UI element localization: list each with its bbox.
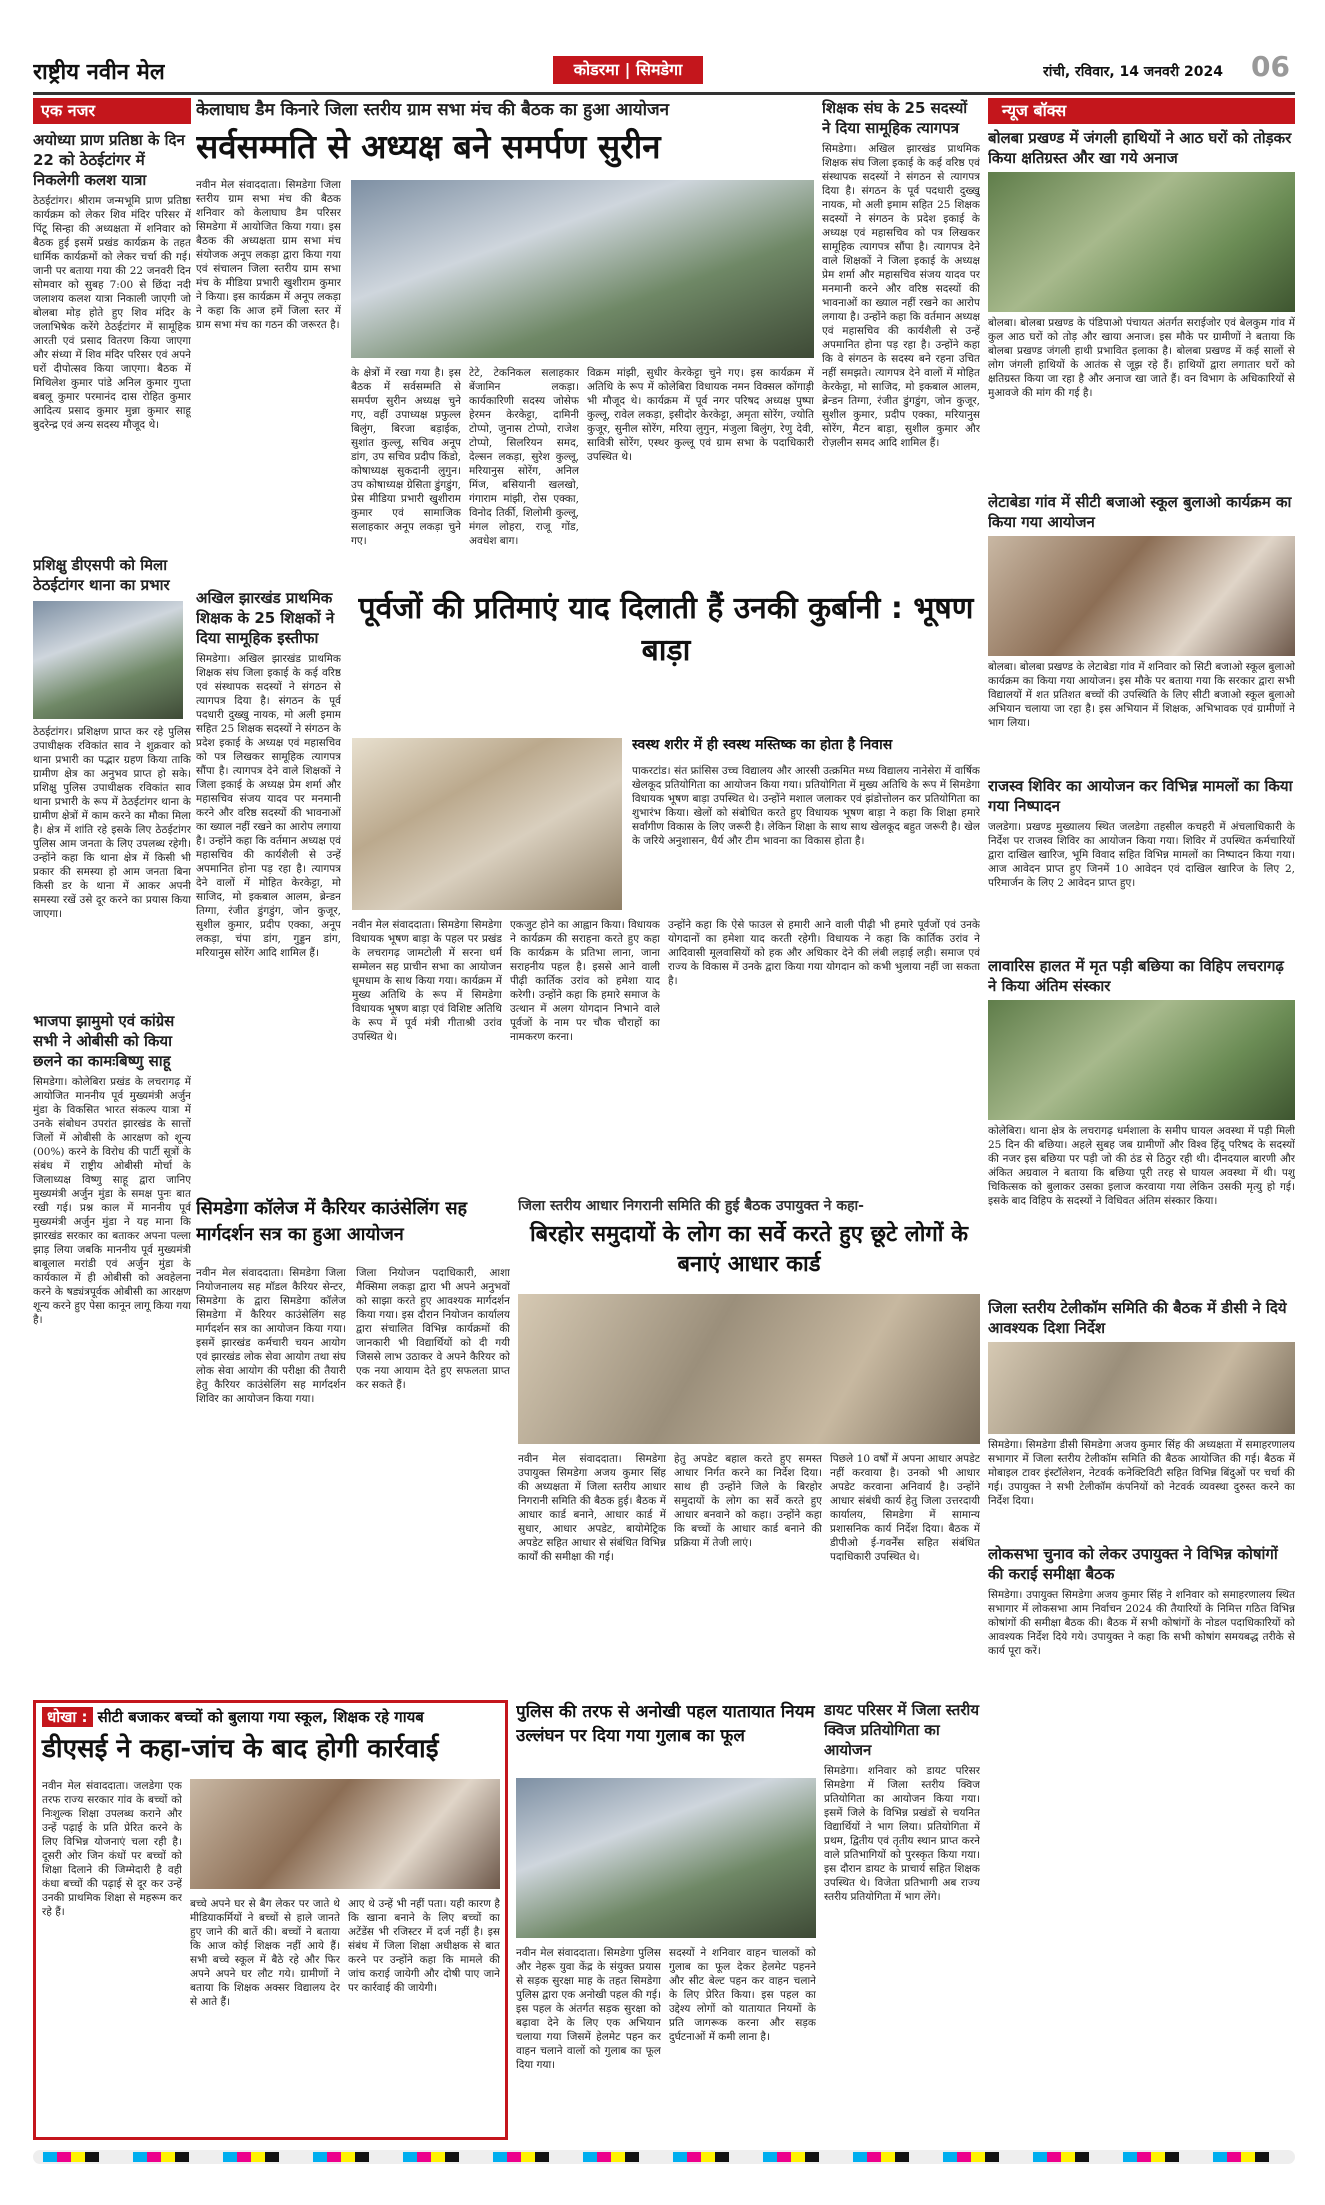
nb-item2-body: बोलबा। बोलबा प्रखण्ड के लेटाबेडा गांव में शनिवार को सिटी बजाओ स्कूल बुलाओ कार्यक्रम का किया गया आयोजन। इस मौके पर बताया गया कि सरकार द्वारा सभी विद्यालयों में शत प्रतिशत बच्चों की उपस्थिति के लिए सीटी बजाओ स्कूल बुलाओ अभियान चलाया जा रहा है। इस अभियान में शिक्षक, अभिभावक एवं ग्रामीणों ने भाग लिया। (988, 661, 1295, 729)
ancestors-col1: नवीन मेल संवाददाता। सिमडेगा सिमडेगा विधायक भूषण बाड़ा के पहल पर प्रखंड के लचरागढ़ जामटोली में सरना धर्म सम्मेलन सह प्राचीन सभा का आयोजन धूमधाम के साथ किया गया। कार्यक्रम में मुख्य अतिथि के रूप में सिमडेगा विधायक भूषण बाड़ा एवं विशिष्ट अतिथि के रूप में पूर्व मंत्री गीताश्री उरांव उपस्थित थे। (352, 919, 502, 1043)
traffic-col2: सदस्यों ने शनिवार वाहन चालकों को गुलाब का फूल देकर हेलमेट पहनने और सीट बेल्ट पहन कर वाहन चलाने के लिए प्रेरित किया। इस पहल का उद्देश्य लोगों को यातायात नियमों के प्रति जागरूक करना और सड़क दुर्घटनाओं में कमी लाना है। (669, 1947, 816, 2043)
traffic-col1: नवीन मेल संवाददाता। सिमडेगा पुलिस और नेहरू युवा केंद्र के संयुक्त प्रयास से सड़क सुरक्षा माह के तहत सिमडेगा पुलिस द्वारा एक अनोखी पहल की गई। इस पहल के अंतर्गत सड़क सुरक्षा को बढ़ावा देने के लिए एक अभियान चलाया गया जिसमें हेलमेट पहन कर वाहन चलाने वालों को गुलाब का फूल दिया गया। (516, 1947, 661, 2071)
left2-body: सिमडेगा। अखिल झारखंड प्राथमिक शिक्षक संघ जिला इकाई के कई वरिष्ठ एवं संस्थापक सदस्यों ने संगठन से त्यागपत्र दिया है। संगठन के पूर्व पदधारी दुख्खु नायक, मो अली इमाम सहित 25 शिक्षक सदस्यों ने संगठन के प्रदेश इकाई के अध्यक्ष एवं महासचिव को पत्र लिखकर सामूहिक त्यागपत्र सौंपा है। त्यागपत्र देने वाले शिक्षकों ने जिला इकाई के अध्यक्ष प्रेम शर्मा और महासचिव संजय यादव पर मनमानी करने और वरिष्ठ सदस्यों की भावनाओं का ख्याल नहीं रखने का आरोप लगाया है। उन्होंने कहा कि वर्तमान अध्यक्ष एवं महासचिव की कार्यशैली से उन्हें अपमानित होना पड़ रहा है। त्यागपत्र देने वालों में मोहित केरकेट्टा, मो साजिद, मो इकबाल आलम, ब्रेन्डन तिग्गा, रंजीत डुंगडुंग, जोन कुजूर, सुशील कुमार, प्रदीप एक्का, अनूप लकड़ा, चंपा डांग, गुड्डन डांग, मरियानुस सोरेंग आदि शामिल हैं। (196, 653, 341, 959)
aadhaar-col3: पिछले 10 वर्षों में अपना आधार अपडेट नहीं करवाया है। उनको भी आधार अपडेट करवाना अनिवार्य है। उन्होंने आधार संबंधी कार्य हेतु जिला उत्तरदायी कार्यालय, सिमडेगा में सामान्य प्रशासनिक कार्य निर्देश दिया। बैठक में डीपीओ ई-गवर्नेंस सहित संबंधित पदाधिकारी उपस्थित थे। (830, 1453, 980, 1563)
teachers-body: सिमडेगा। अखिल झारखंड प्राथमिक शिक्षक संघ जिला इकाई के कई वरिष्ठ एवं संस्थापक सदस्यों ने संगठन से त्यागपत्र दिया है। संगठन के पूर्व पदधारी दुख्खु नायक, मो अली इमाम सहित 25 शिक्षक सदस्यों ने संगठन के प्रदेश इकाई के अध्यक्ष एवं महासचिव को पत्र लिखकर सामूहिक त्यागपत्र सौंपा है। त्यागपत्र देने वाले शिक्षकों ने जिला इकाई के अध्यक्ष प्रेम शर्मा और महासचिव संजय यादव पर मनमानी करने और वरिष्ठ सदस्यों की भावनाओं का ख्याल नहीं रखने का आरोप लगाया है। उन्होंने कहा कि वर्तमान अध्यक्ष एवं महासचिव की कार्यशैली से उन्हें अपमानित होना पड़ रहा है। उन्होंने कहा कि वे संगठन के सदस्य बने रहना उचित नहीं समझते। त्यागपत्र देने वालों में मोहित केरकेट्टा, मो साजिद, मो इकबाल आलम, ब्रेन्डन तिग्गा, रंजीत डुंगडुंग, जोन कुजूर, सुशील कुमार, प्रदीप एक्का, मरियानुस सोरेंग, मैटन बाड़ा, सुशील कुमार और रोज़लीन समद आदि शामिल हैं। (822, 143, 980, 449)
dateline: रांची, रविवार, 14 जनवरी 2024 (1043, 64, 1224, 80)
lead-col1: नवीन मेल संवाददाता। सिमडेगा जिला स्तरीय ग्राम सभा मंच की बैठक शनिवार को केलाघाघ डैम परिसर सिमडेगा में आयोजित किया गया। इस बैठक की अध्यक्षता ग्राम सभा मंच संयोजक अनूप लकड़ा द्वारा किया गया एवं संचालन जिला स्तरीय ग्राम सभा मंच के मीडिया प्रभारी खुशीराम कुमार ने किया। इस कार्यक्रम में अनूप लकड़ा ने कहा कि आज हमें जिला स्तर में ग्राम सभा मंच का गठन की जरूरत है। (196, 179, 341, 331)
masthead-rule (33, 92, 1295, 95)
career-story (196, 1196, 510, 1686)
nb-school-photo (988, 536, 1295, 656)
health-body: पाकरटांड। संत फ्रांसिस उच्च विद्यालय और आरसी उत्क्रमित मध्य विद्यालय नानेसेरा में वार्षिक खेलकूद प्रतियोगिता का आयोजन किया गया। प्रतियोगिता में मुख्य अतिथि के रूप में सिमडेगा विधायक भूषण बाड़ा उपस्थित थे। उन्होंने मशाल जलाकर एवं झंडोत्तोलन कर प्रतियोगिता का शुभारंभ किया। खेलों को संबोधित करते हुए विधायक भूषण बाड़ा ने कहा कि शिक्षा हमारे सर्वांगीण विकास के लिए जरूरी है। लेकिन शिक्षा के साथ साथ खेलकूद बहुत जरूरी है। खेल के जरिये अनुशासन, धैर्य और टीम भावना का विकास होता है। (632, 765, 980, 847)
lead-story (196, 98, 814, 578)
paper-name: राष्ट्रीय नवीन मेल (33, 60, 165, 85)
aadhaar-col2: हेतु अपडेट बहाल करते हुए समस्त आधार निर्गत करने का निर्देश दिया। साथ ही उन्होंने जिले के बिरहोर समुदायों के लोग का सर्वे करते हुए आधार बनवाने को कहा। उन्होंने कहा कि बच्चों के आधार कार्ड बनाने की प्रक्रिया में तेजी लाएं। (674, 1453, 822, 1549)
health-head: स्वस्थ शरीर में ही स्वस्थ मस्तिष्क का होता है निवास (632, 737, 893, 753)
aadhaar-col1: नवीन मेल संवाददाता। सिमडेगा उपायुक्त सिमडेगा अजय कुमार सिंह की अध्यक्षता में जिला स्तरीय आधार निगरानी समिति की बैठक हुई। बैठक में आधार कार्ड बनाने, आधार कार्ड में सुधार, आधार अपडेट, बायोमेट्रिक अपडेट सहित आधार से संबंधित विभिन्न कार्यों की समीक्षा की गई। (518, 1453, 666, 1563)
nb-telecom-photo (988, 1342, 1295, 1434)
left-item1-body: ठेठईटांगर। श्रीराम जन्मभूमि प्राण प्रतिष्ठा कार्यक्रम को लेकर शिव मंदिर परिसर में पिंटू सिन्हा की अध्यक्षता में शनिवार को बैठक हुई इसमें प्रखंड कार्यक्रम के तहत धार्मिक कार्यक्रमों को लेकर चर्चा की गई। जानी पर बताया गया की 22 जनवरी दिन सोमवार को सुबह 7:00 से छिंदा नदी जलाशय कलश यात्रा निकाली जाएगी जो बोलबा मोड़ होते हुए शिव मंदिर के जलाभिषेक करेंगे ठेठईटांगर में सामूहिक आरती एवं प्रसाद वितरण किया जाएगा और संध्या में शिव मंदिर परिसर एवं अपने घरों दीपोत्सव किया जाएगा। बैठक में मिथिलेश कुमार पांडे अनिल कुमार गुप्ता बबलू कुमार परमानंद दास रोहित कुमार आदित्य प्रसाद कुमार मुन्ना कुमार साहू बुदरेन्द्र एवं अन्य सदस्य मौजूद थे। (33, 195, 191, 431)
traffic-photo (516, 1778, 816, 1938)
career-col2: जिला नियोजन पदाधिकारी, आशा मैक्सिमा लकड़ा द्वारा भी अपने अनुभवों को साझा करते हुए आवश्यक मार्गदर्शन किया गया। इस दौरान नियोजन कार्यालय द्वारा संचालित विभिन्न कार्यक्रमों की जानकारी भी विद्यार्थियों को दी गयी जिससे लाभ उठाकर वे अपने कैरियर को एक नया आयाम देते हुए सफलता प्राप्त कर सकते हैं। (356, 1267, 510, 1391)
nb-calf-photo (988, 1000, 1295, 1120)
ancestors-col2: एकजुट होने का आह्वान किया। विधायक ने कार्यक्रम की सराहना करते हुए कहा कि कार्यक्रम के प्रतिभा लाना, जाना सराहनीय पहल है। इससे आने वाली पीढ़ी कार्तिक उरांव को हमेशा याद करेगी। उन्होंने कहा कि हमारे समाज के उत्थान में अलग योगदान निभाने वाले पूर्वजों के नाम पर चौक चौराहों का नामकरण करना। (510, 919, 660, 1043)
aadhaar-photo (518, 1294, 980, 1444)
negligence-kicker: सीटी बजाकर बच्चों को बुलाया गया स्कूल, शिक्षक रहे गायब (97, 1708, 424, 1726)
nb-item5-head: जिला स्तरीय टेलीकॉम समिति की बैठक में डीसी ने दिये आवश्यक दिशा निर्देश (988, 1299, 1287, 1337)
negligence-headline: डीएसई ने कहा-जांच के बाद होगी कार्रवाई (42, 1734, 439, 1764)
left-column (33, 98, 191, 1393)
aadhaar-story (518, 1196, 980, 1686)
nb-item4-head: लावारिस हालत में मृत पड़ी बछिया का विहिप लचरागढ़ ने किया अंतिम संस्कार (988, 957, 1284, 995)
lead-col2: के क्षेत्रों में रखा गया है। इस बैठक में सर्वसम्मति से समर्पण सुरीन अध्यक्ष चुने गए, वहीं उपाध्यक्ष प्रफुल्ल बिलुंग, बिरजा बड़ाईक, सुशांत कुल्लू, सचिव अनूप डांग, उप सचिव प्रदीप किंडो, कोषाध्यक्ष सुकदानी लुगुन। उप कोषाध्यक्ष ग्रेसिता डुंगडुंग, प्रेस मीडिया प्रभारी खुशीराम कुमार एवं सामाजिक सलाहकार अनूप लकड़ा चुने गए। (351, 367, 461, 547)
nb-item4-body: कोलेबिरा। थाना क्षेत्र के लचरागढ़ धर्मशाला के समीप घायल अवस्था में पड़ी मिली 25 दिन की बछिया। अहले सुबह जब ग्रामीणों और विश्व हिंदू परिषद के सदस्यों की नजर इस बछिया पर पड़ी जो की ठंड से ठिठुर रही थी। दीनदयाल बारणी और अंकित अग्रवाल ने बताया कि बछिया पूरी तरह से घायल अवस्था में थी। पशु चिकित्सक को बुलाकर उसका इलाज करवाया गया लेकिन उसकी मृत्यु हो गई। इसके बाद विहिप के सदस्यों ने विधिवत अंतिम संस्कार किया। (988, 1125, 1295, 1207)
nb-item6-body: सिमडेगा। उपायुक्त सिमडेगा अजय कुमार सिंह ने शनिवार को समाहरणालय स्थित सभागार में लोकसभा आम निर्वाचन 2024 की तैयारियों के निमित्त गठित विभिन्न कोषांगों की समीक्षा बैठक की। बैठक में सभी कोषांगों के नोडल पदाधिकारियों को आवश्यक निर्देश दिये गये। उपायुक्त ने कहा कि सभी कोषांग समयबद्ध तरीके से कार्य पूरा करें। (988, 1589, 1295, 1657)
left2-story (196, 588, 341, 1188)
page-number: 06 (1251, 50, 1290, 83)
traffic-headline: पुलिस की तरफ से अनोखी पहल यातायात नियम उल्लंघन पर दिया गया गुलाब का फूल (516, 1702, 815, 1746)
masthead (33, 50, 1295, 90)
nb-item5-body: सिमडेगा। सिमडेगा डीसी सिमडेगा अजय कुमार सिंह की अध्यक्षता में समाहरणालय सभागार में जिला स्तरीय टेलीकॉम समिति की बैठक आयोजित की गई। बैठक में मोबाइल टावर इंस्टॉलेशन, नेटवर्क कनेक्टिविटी सहित विभिन्न बिंदुओं पर चर्चा की गई। उपायुक्त ने सभी टेलीकॉम कंपनियों को नेटवर्क व्यवस्था दुरुस्त करने का निर्देश दिया। (988, 1439, 1295, 1507)
ancestors-story (352, 588, 980, 1058)
negligence-story (33, 1700, 508, 2140)
negligence-label: धोखा : (42, 1707, 93, 1727)
lead-col3: टेटे, टेकनिकल सलाहकार बेंजामिन लकड़ा। कार्यकारिणी सदस्य जोसेफ हेरमन केरकेट्टा, दामिनी टोप्पो, जुनास टोप्पो, राजेश टोप्पो, सिलरियन समद, देल्सन लकड़ा, सुरेश कुल्लू, मरियानुस सोरेंग, अनिल मिंज, बसियानी खलखो, गंगाराम मांझी, रोस एक्का, विनोद तिर्की, शिलोमी कुल्लू, मंगल लोहरा, राजू गोंड, अवधेश बाग। (469, 367, 579, 547)
aadhaar-kicker: जिला स्तरीय आधार निगरानी समिति की हुई बैठक उपायुक्त ने कहा- (518, 1198, 864, 1214)
lead-headline: सर्वसम्मति से अध्यक्ष बने समर्पण सुरीन (196, 127, 661, 166)
lead-kicker: केलाघाघ डैम किनारे जिला स्तरीय ग्राम सभा मंच की बैठक का हुआ आयोजन (196, 100, 670, 120)
registration-marks (43, 2152, 1285, 2162)
teachers-head: शिक्षक संघ के 25 सदस्यों ने दिया सामूहिक त्यागपत्र (822, 99, 968, 137)
nb-item3-head: राजस्व शिविर का आयोजन कर विभिन्न मामलों का किया गया निष्पादन (988, 777, 1293, 815)
officer-photo (33, 601, 183, 719)
ancestors-col3: उन्होंने कहा कि ऐसे फाउल से हमारी आने वाली पीढ़ी भी हमारे पूर्वजों एवं उनके योगदानों का हमेशा याद करती रहेगी। विधायक ने कहा कि कार्तिक उरांव ने आदिवासी मूलवासियों को हक और अधिकार देने की लंबी लड़ाई लड़ी। समाज एवं राज्य के विकास में उनके द्वारा किया गया योगदान को कभी भुलाया नहीं जा सकता है। (668, 919, 980, 987)
nb-item3-body: जलडेगा। प्रखण्ड मुख्यालय स्थित जलडेगा तहसील कचहरी में अंचलाधिकारी के निर्देश पर राजस्व शिविर का आयोजन किया गया। शिविर में उपस्थित कर्मचारियों द्वारा दाखिल खारिज, भूमि विवाद सहित विभिन्न मामलों का निष्पादन किया गया। आज आवेदन प्राप्त हुए जिनमें 10 आवेदन एवं दाखिल खारिज के लिए 2, परिमार्जन के लिए 2 आवेदन प्राप्त हुए। (988, 821, 1295, 889)
registration-bar (33, 2150, 1295, 2164)
left-item1-head: अयोध्या प्राण प्रतिष्ठा के दिन 22 को ठेठईटांगर में निकलेगी कलश यात्रा (33, 131, 185, 189)
nb-item1-body: बोलबा। बोलबा प्रखण्ड के पंडिपाओ पंचायत अंतर्गत सराईजोर एवं बेलकुम गांव में कुल आठ घरों को तोड़ और खाया अनाज। इस मौके पर ग्रामीणों ने बताया कि बोलबा प्रखण्ड जंगली हाथी प्रभावित इलाका है। बोलबा प्रखण्ड में कई सालों से लोग जंगली हाथियों के आतंक से जूझ रहे हैं। हाथियों द्वारा लगातार घरों को क्षतिग्रस्त किया जा रहा है और अनाज खा जाते हैं। वन विभाग के अधिकारियों से मुआवजे की मांग की गई है। (988, 317, 1295, 399)
traffic-story (516, 1700, 816, 2140)
left-item3-body: सिमडेगा। कोलेबिरा प्रखंड के लचरागढ़ में आयोजित माननीय पूर्व मुख्यमंत्री अर्जुन मुंडा के विकसित भारत संकल्प यात्रा में उनके संबोधन उपरांत झारखंड के सात्तों जिलों में ओबीसी के आरक्षण को शून्य (00%) करने के विरोध की पार्टी सूत्रों के संबंध में राष्ट्रीय ओबीसी मोर्चा के जिलाध्यक्ष विष्णु साहू द्वारा जानिए मुख्यमंत्री अर्जुन मुंडा के समक्ष पुनः बात रखी गई। प्रश्न काल में माननीय पूर्व मुख्यमंत्री अर्जुन मुंडा ने यह माना कि झारखंड सरकार का बताकर अपना पल्ला झाड़ लिया जबकि माननीय पूर्व मुख्यमंत्री बाबूलाल मरांडी एवं अर्जुन मुंडा के कार्यकाल में ही ओबीसी को अवहेलना करने के षड्यंत्रपूर्वक ओबीसी का आरक्षण शून्य करने हुए पेसा कानून लागू किया गया है। (33, 1076, 191, 1326)
negligence-col1: नवीन मेल संवाददाता। जलडेगा एक तरफ राज्य सरकार गांव के बच्चों को निःशुल्क शिक्षा उपलब्ध कराने और उन्हें पढ़ाई के प्रति प्रेरित करने के लिए विभिन्न योजनाएं चला रही है। दूसरी ओर जिन कंधों पर बच्चों को शिक्षा दिलाने की जिम्मेदारी है वही कंधा बच्चों की पढ़ाई से दूर कर उन्हें उनकी प्राथमिक शिक्षा से महरूम कर रहे हैं। (42, 1780, 182, 1918)
teachers-story (822, 98, 980, 578)
diet-body: सिमडेगा। शनिवार को डायट परिसर सिमडेगा में जिला स्तरीय क्विज प्रतियोगिता का आयोजन किया गया। इसमें जिले के विभिन्न प्रखंडों से चयनित विद्यार्थियों ने भाग लिया। प्रतियोगिता में प्रथम, द्वितीय एवं तृतीय स्थान प्राप्त करने वाले प्रतिभागियों को पुरस्कृत किया गया। इस दौरान डायट के प्राचार्य सहित शिक्षक उपस्थित थे। विजेता प्रतिभागी अब राज्य स्तरीय प्रतियोगिता में भाग लेंगे। (824, 1765, 980, 1903)
nb-item6-head: लोकसभा चुनाव को लेकर उपायुक्त ने विभिन्न कोषांगों की कराई समीक्षा बैठक (988, 1545, 1278, 1583)
lead-col4: विक्रम मांझी, सुधीर केरकेट्टा चुने गए। इस कार्यक्रम में अतिथि के रूप में कोलेबिरा विधायक नमन विक्सल कोंगाड़ी भी मौजूद थे। कार्यक्रम में पूर्व नगर परिषद अध्यक्ष पुष्पा कुल्लू, रावेल लकड़ा, इसीदोर केरकेट्टा, अमृता सोरेंग, ज्योति कुजूर, सुनील सोरेंग, मरिया लुगुन, मंजुला बिलुंग, रेणु देवी, सावित्री सोरेंग, एस्थर कुल्लू एवं ग्राम सभा के पदाधिकारी उपस्थित थे। (587, 367, 814, 463)
left-item3-head: भाजपा झामुमो एवं कांग्रेस सभी ने ओबीसी को किया छलने का कामःबिष्णु साहू (33, 1012, 175, 1070)
negligence-col3: आए थे उन्हें भी नहीं पता। यही कारण है कि खाना बनाने के लिए बच्चों का अटेंडेंस भी रजिस्टर में दर्ज नहीं है। इस संबंध में जिला शिक्षा अधीक्षक से बात करने पर उन्होंने कहा कि मामले की जांच कराई जायेगी और दोषी पाए जाने पर कार्रवाई की जायेगी। (348, 1898, 500, 1994)
left-item2-body: ठेठईटांगर। प्रशिक्षण प्राप्त कर रहे पुलिस उपाधीक्षक रविकांत साव ने शुक्रवार को थाना प्रभारी का पद्भार ग्रहण किया ताकि ग्रामीण क्षेत्र का अनुभव प्राप्त हो सके। प्रशिक्षु पुलिस उपाधीक्षक रविकांत साव थाना प्रभारी के रूप में ठेठईटांगर थाना के ग्रामीण क्षेत्रों में काम करने का मौका मिला है। क्षेत्र में शांति रहे इसके लिए ठेठईटांगर पुलिस आम जनता के लिए उपलब्ध रहेगी। उन्होंने कहा कि थाना क्षेत्र में किसी भी प्रकार की समस्या हो आम जनता बिना किसी डर के थाना में आकर अपनी समस्या रखें उसे दूर करने का प्रयास किया जाएगा। (33, 726, 191, 920)
ancestors-photo (352, 738, 622, 910)
nb-elephant-photo (988, 172, 1295, 312)
section-tab: कोडरमा | सिमडेगा (553, 56, 703, 84)
negligence-photo (190, 1779, 500, 1889)
aadhaar-headline: बिरहोर समुदायों के लोग का सर्वे करते हुए छूटे लोगों के बनाएं आधार कार्ड (529, 1222, 969, 1277)
career-col1: नवीन मेल संवाददाता। सिमडेगा जिला नियोजनालय सह मॉडल कैरियर सेन्टर, सिमडेगा के द्वारा सिमडेगा कॉलेज सिमडेगा में कैरियर काउंसेलिंग सह मार्गदर्शन सत्र का आयोजन किया गया। इसमें झारखंड कर्मचारी चयन आयोग एवं झारखंड लोक सेवा आयोग तथा संघ लोक सेवा आयोग की परीक्षा की तैयारी हेतु कैरियर काउंसेलिंग सह मार्गदर्शन शिविर का आयोजन किया गया। (196, 1267, 346, 1405)
left-item2-head: प्रशिक्षु डीएसपी को मिला ठेठईटांगर थाना का प्रभार (33, 556, 170, 594)
diet-head: डायट परिसर में जिला स्तरीय क्विज प्रतियोगिता का आयोजन (824, 1701, 980, 1759)
ancestors-headline: पूर्वजों की प्रतिमाएं याद दिलाती हैं उनकी कुर्बानी : भूषण बाड़ा (358, 591, 974, 668)
lead-photo (351, 180, 814, 358)
nb-item2-head: लेटाबेडा गांव में सीटी बजाओ स्कूल बुलाओ कार्यक्रम का किया गया आयोजन (988, 493, 1292, 531)
diet-story (824, 1700, 980, 2140)
ek-nazar-tag: एक नजर (33, 98, 191, 124)
career-head: सिमडेगा कॉलेज में कैरियर काउंसेलिंग सह मार्गदर्शन सत्र का हुआ आयोजन (196, 1198, 468, 1245)
left2-head: अखिल झारखंड प्राथमिक शिक्षक के 25 शिक्षकों ने दिया सामूहिक इस्तीफा (196, 589, 335, 647)
news-box-tag: न्यूज बॉक्स (988, 98, 1295, 124)
negligence-col2: बच्चे अपने घर से बैग लेकर पर जाते थे मीडियाकर्मियों ने बच्चों से हाले जानते हुए जाने की बातें की। बच्चों ने बताया कि आज कोई शिक्षक नहीं आये हैं। सभी बच्चे स्कूल में बैठे रहे और फिर अपने अपने घर लौट गये। ग्रामीणों ने बताया कि शिक्षक अक्सर विद्यालय देर से आते हैं। (190, 1898, 340, 2008)
news-box (988, 98, 1295, 1758)
nb-item1-head: बोलबा प्रखण्ड में जंगली हाथियों ने आठ घरों को तोड़कर किया क्षतिग्रस्त और खा गये अनाज (988, 129, 1292, 167)
